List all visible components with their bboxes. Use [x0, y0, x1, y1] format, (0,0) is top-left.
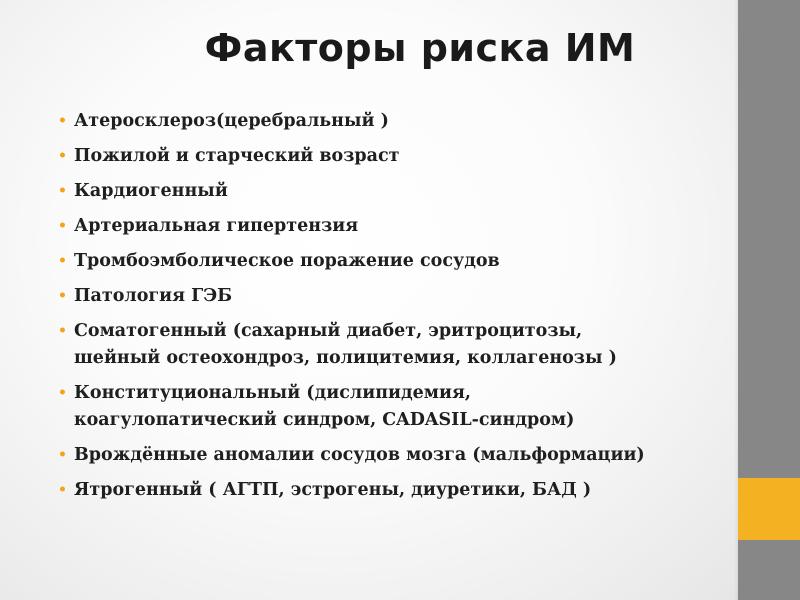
list-item: [50, 213, 740, 240]
orange-accent-square: [738, 478, 800, 540]
list-item-text: Кардиогенный: [74, 181, 228, 201]
list-item-text: шейный остеохондроз, полицитемия, коллагенозы ): [74, 348, 617, 368]
bullet-icon: •: [58, 253, 67, 269]
list-item-text: Ятрогенный ( АГТП, эстрогены, диуретики, БАД ): [74, 480, 592, 500]
list-item-text: Врождённые аномалии сосудов мозга (мальформации): [74, 445, 645, 465]
bullet-icon: •: [58, 183, 67, 199]
bullet-icon: •: [58, 482, 67, 498]
list-item-text: Тромбоэмболическое поражение сосудов: [74, 251, 500, 271]
list-item: [50, 143, 740, 170]
list-item-text: Атеросклероз(церебральный ): [74, 111, 389, 131]
list-item: [50, 248, 740, 275]
bullet-icon: •: [58, 323, 67, 339]
list-item: [50, 442, 740, 469]
list-item-text: Пожилой и старческий возраст: [74, 146, 400, 166]
list-item-text: Патология ГЭБ: [74, 286, 233, 306]
list-item: [50, 283, 740, 310]
bullet-icon: •: [58, 148, 67, 164]
list-item-text: Соматогенный (сахарный диабет, эритроцитозы,: [74, 321, 583, 341]
bullet-icon: •: [58, 218, 67, 234]
bullet-icon: •: [58, 447, 67, 463]
list-item: [50, 108, 740, 135]
list-item: [50, 318, 740, 372]
list-item-text: Артериальная гипертензия: [74, 216, 359, 236]
slide-title: Факторы риска ИМ: [204, 26, 636, 70]
list-item-text: Конституциональный (дислипидемия,: [74, 383, 471, 403]
list-item: [50, 178, 740, 205]
bullet-icon: •: [58, 113, 67, 129]
list-item-text: коагулопатический синдром, CADASIL-синдром): [74, 410, 575, 430]
bullet-icon: •: [58, 385, 67, 401]
risk-factor-list: [50, 108, 740, 512]
bullet-icon: •: [58, 288, 67, 304]
list-item: [50, 477, 740, 504]
list-item: [50, 380, 740, 434]
